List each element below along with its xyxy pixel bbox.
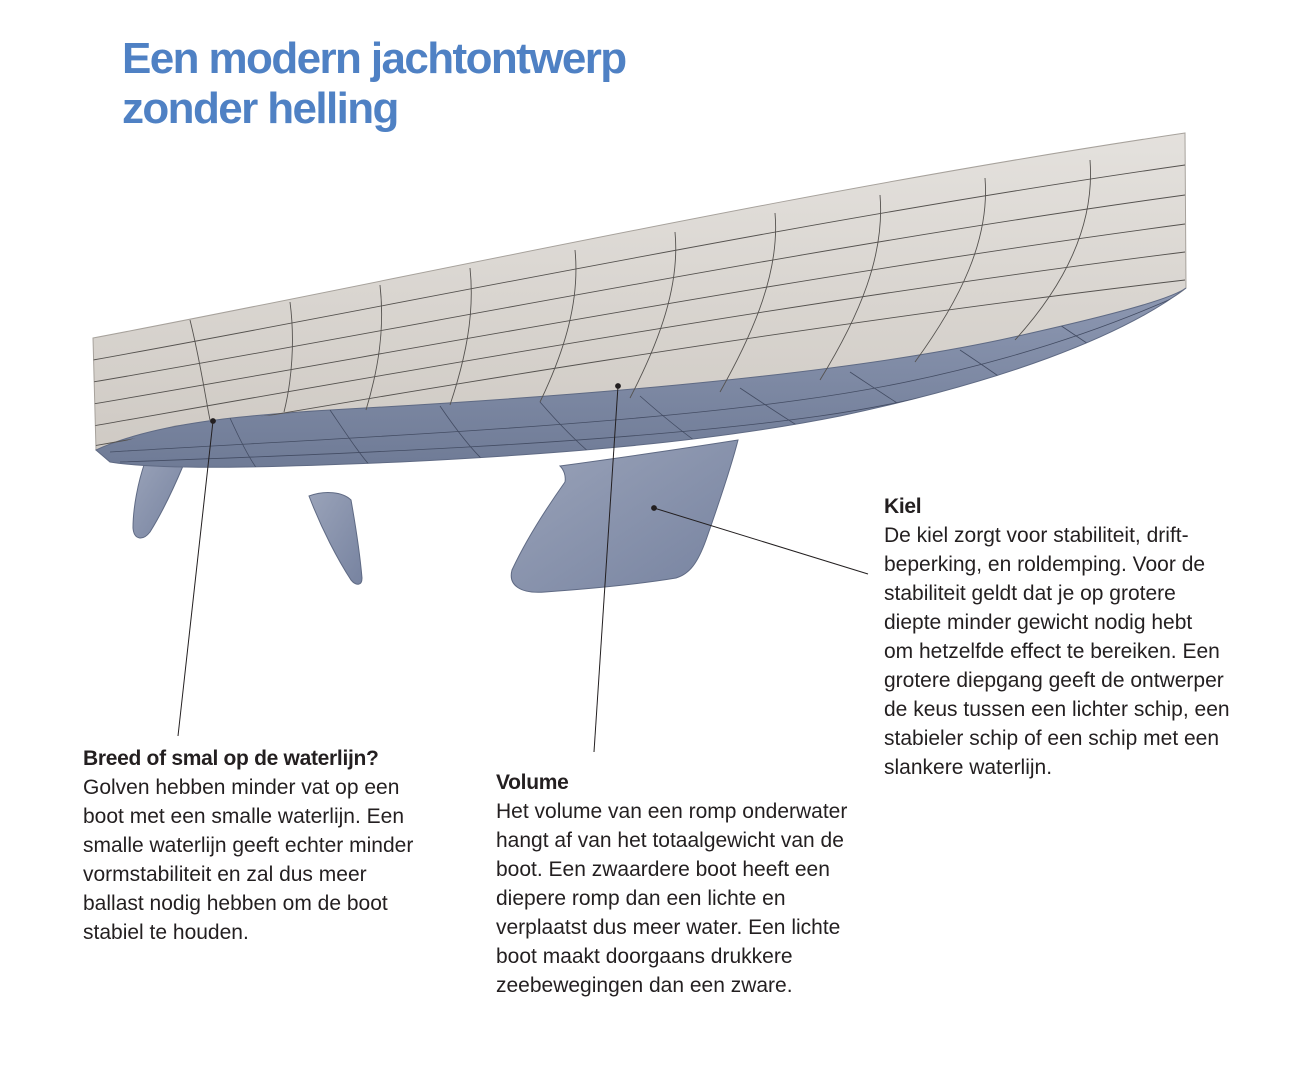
leader-dot-volume [616,384,621,389]
callout-breed [83,744,443,947]
callout-volume [496,768,866,1000]
aft-rudder [309,493,362,585]
callout-kiel [884,492,1244,782]
callout-kiel-heading: Kiel [884,495,922,518]
keel-fin [511,440,738,592]
callout-volume-body: Het volume van een romp onderwater hangt af van het totaalgewicht van de boot. Een zwaardere boot heeft een diepere romp dan een lichte en verplaatst dus meer water. Een lichte boot maakt doorgaans drukkere zeebewegingen dan een zware. [496,800,848,997]
title-line-2: zonder helling [122,84,398,133]
callout-breed-heading: Breed of smal op de waterlijn? [83,747,379,770]
callout-volume-heading: Volume [496,771,569,794]
leader-line-breed [178,421,213,736]
title-line-1: Een modern jachtontwerp [122,34,626,83]
callout-breed-body: Golven hebben minder vat op een boot met een smalle waterlijn. Een smalle waterlijn geeft echter minder vormstabiliteit en zal dus meer ballast nodig hebben om de boot stabiel te houden. [83,776,414,944]
leader-dot-breed [211,419,216,424]
callout-kiel-body: De kiel zorgt voor stabiliteit, drift- beperking, en roldemping. Voor de stabiliteit geldt dat je op grotere diepte minder gewicht nodig hebt om hetzelfde effect te bereiken. Een grotere diepgang geeft de ontwerper de keus tussen een lichter schip, een stabieler schip of een schip met een slankere waterlijn. [884,524,1230,779]
forward-rudder [133,459,183,538]
leader-dot-kiel [652,506,657,511]
